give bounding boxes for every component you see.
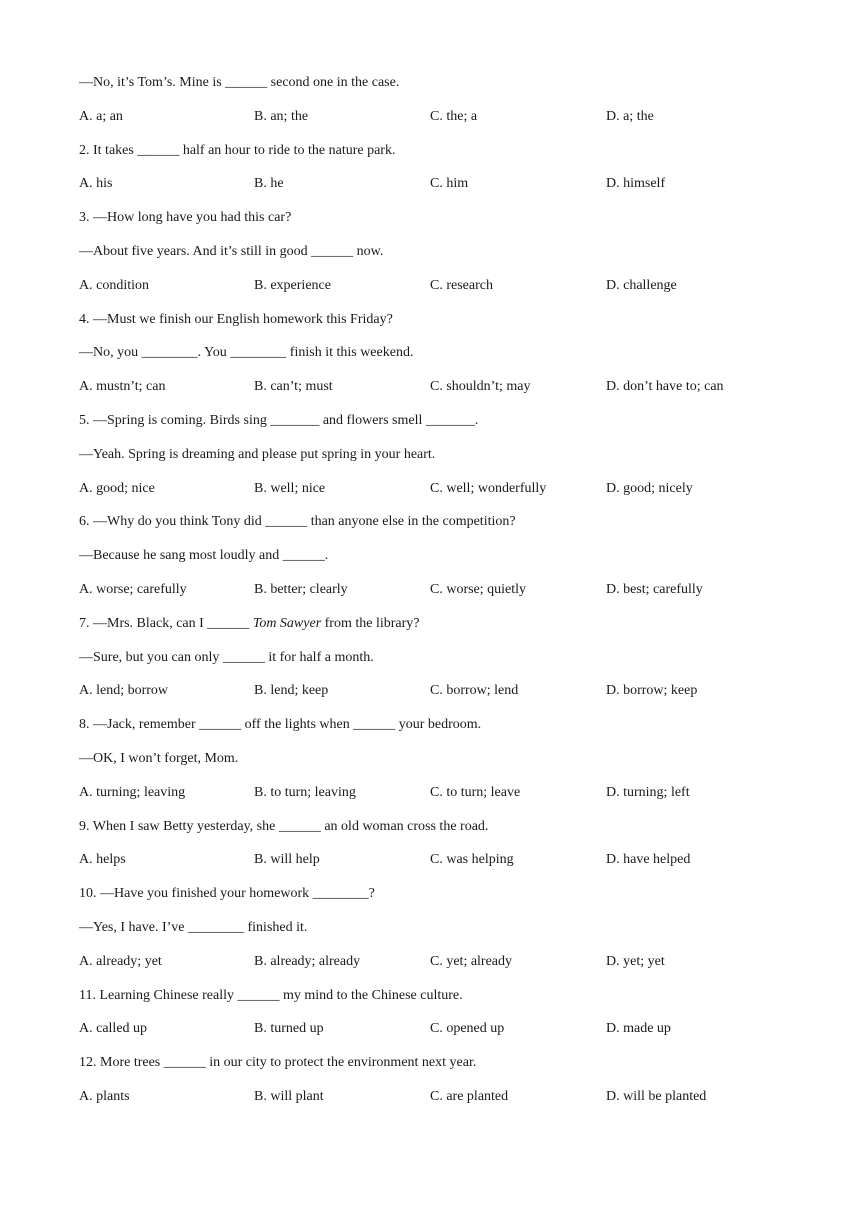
question-10-options	[79, 952, 779, 986]
q3-option-b: B. experience	[254, 277, 331, 293]
question-4-options	[79, 377, 779, 411]
question-6-reply: —Because he sang most loudly and ______.	[79, 548, 329, 564]
q6-option-b: B. better; clearly	[254, 581, 348, 597]
question-9-stem: 9. When I saw Betty yesterday, she ______ an old woman cross the road.	[79, 818, 489, 834]
q7-option-b: B. lend; keep	[254, 683, 329, 699]
question-5-options	[79, 479, 779, 513]
question-6-options	[79, 580, 779, 614]
q5-option-d: D. good; nicely	[606, 480, 693, 496]
question-3-options	[79, 276, 779, 310]
q5-option-a: A. good; nice	[79, 480, 155, 496]
question-12-options	[79, 1087, 779, 1121]
q8-option-c: C. to turn; leave	[430, 784, 521, 800]
q6-option-d: D. best; carefully	[606, 581, 703, 597]
q9-option-b: B. will help	[254, 852, 320, 868]
q6-option-a: A. worse; carefully	[79, 581, 187, 597]
q7-stem-before: 7. —Mrs. Black, can I ______	[79, 615, 253, 631]
q9-option-a: A. helps	[79, 852, 126, 868]
q7-option-c: C. borrow; lend	[430, 683, 519, 699]
q11-option-c: C. opened up	[430, 1021, 505, 1037]
q1-option-d: D. a; the	[606, 108, 654, 124]
q9-option-c: C. was helping	[430, 852, 514, 868]
question-2-options	[79, 174, 779, 208]
q11-option-a: A. called up	[79, 1021, 148, 1037]
question-11-options	[79, 1019, 779, 1053]
q3-option-c: C. research	[430, 277, 493, 293]
question-3-stem: 3. —How long have you had this car?	[79, 210, 292, 226]
q1-option-a: A. a; an	[79, 108, 123, 124]
q2-option-b: B. he	[254, 176, 284, 192]
q10-option-a: A. already; yet	[79, 953, 162, 969]
question-8-stem: 8. —Jack, remember ______ off the lights when ______ your bedroom.	[79, 717, 482, 733]
question-8-reply: —OK, I won’t forget, Mom.	[79, 750, 239, 766]
q3-option-d: D. challenge	[606, 277, 677, 293]
question-1-options	[79, 107, 779, 141]
question-2-stem: 2. It takes ______ half an hour to ride to the nature park.	[79, 142, 396, 158]
question-3-reply: —About five years. And it’s still in good ______ now.	[79, 243, 384, 259]
q5-option-b: B. well; nice	[254, 480, 326, 496]
q1-option-b: B. an; the	[254, 108, 309, 124]
q7-book-title: Tom Sawyer	[252, 615, 322, 631]
q4-option-c: C. shouldn’t; may	[430, 379, 531, 395]
question-7-stem	[79, 614, 779, 648]
q12-option-c: C. are planted	[430, 1088, 509, 1104]
q7-stem-after: from the library?	[321, 615, 420, 631]
question-11-stem: 11. Learning Chinese really ______ my mind to the Chinese culture.	[79, 987, 463, 1003]
q10-option-d: D. yet; yet	[606, 953, 665, 969]
question-5-reply: —Yeah. Spring is dreaming and please put spring in your heart.	[79, 446, 436, 462]
question-4-reply: —No, you ________. You ________ finish it this weekend.	[79, 345, 414, 361]
q2-option-d: D. himself	[606, 176, 666, 192]
q8-option-d: D. turning; left	[606, 784, 690, 800]
q12-option-b: B. will plant	[254, 1088, 324, 1104]
q11-option-d: D. made up	[606, 1021, 671, 1037]
question-9-options	[79, 850, 779, 884]
q4-option-b: B. can’t; must	[254, 379, 333, 395]
q4-option-a: A. mustn’t; can	[79, 379, 166, 395]
q3-option-a: A. condition	[79, 277, 149, 293]
question-4-stem: 4. —Must we finish our English homework this Friday?	[79, 311, 393, 327]
q12-option-d: D. will be planted	[606, 1088, 707, 1104]
q2-option-c: C. him	[430, 176, 469, 192]
exam-page	[79, 73, 779, 1121]
question-7-options	[79, 681, 779, 715]
q8-option-a: A. turning; leaving	[79, 784, 186, 800]
q11-option-b: B. turned up	[254, 1021, 324, 1037]
question-6-stem: 6. —Why do you think Tony did ______ than anyone else in the competition?	[79, 514, 516, 530]
q7-option-d: D. borrow; keep	[606, 683, 698, 699]
question-7-reply: —Sure, but you can only ______ it for half a month.	[79, 649, 374, 665]
q12-option-a: A. plants	[79, 1088, 130, 1104]
q10-option-c: C. yet; already	[430, 953, 513, 969]
q8-option-b: B. to turn; leaving	[254, 784, 356, 800]
q7-option-a: A. lend; borrow	[79, 683, 169, 699]
q2-option-a: A. his	[79, 176, 113, 192]
q1-option-c: C. the; a	[430, 108, 478, 124]
question-5-stem: 5. —Spring is coming. Birds sing _______ and flowers smell _______.	[79, 412, 479, 428]
question-1-line: —No, it’s Tom’s. Mine is ______ second one in the case.	[79, 75, 400, 90]
q6-option-c: C. worse; quietly	[430, 581, 527, 597]
question-8-options	[79, 783, 779, 817]
question-12-stem: 12. More trees ______ in our city to protect the environment next year.	[79, 1055, 477, 1071]
q4-option-d: D. don’t have to; can	[606, 379, 724, 395]
q10-option-b: B. already; already	[254, 953, 361, 969]
question-10-reply: —Yes, I have. I’ve ________ finished it.	[79, 919, 308, 935]
q5-option-c: C. well; wonderfully	[430, 480, 547, 496]
q9-option-d: D. have helped	[606, 852, 691, 868]
question-10-stem: 10. —Have you finished your homework ________?	[79, 886, 375, 902]
